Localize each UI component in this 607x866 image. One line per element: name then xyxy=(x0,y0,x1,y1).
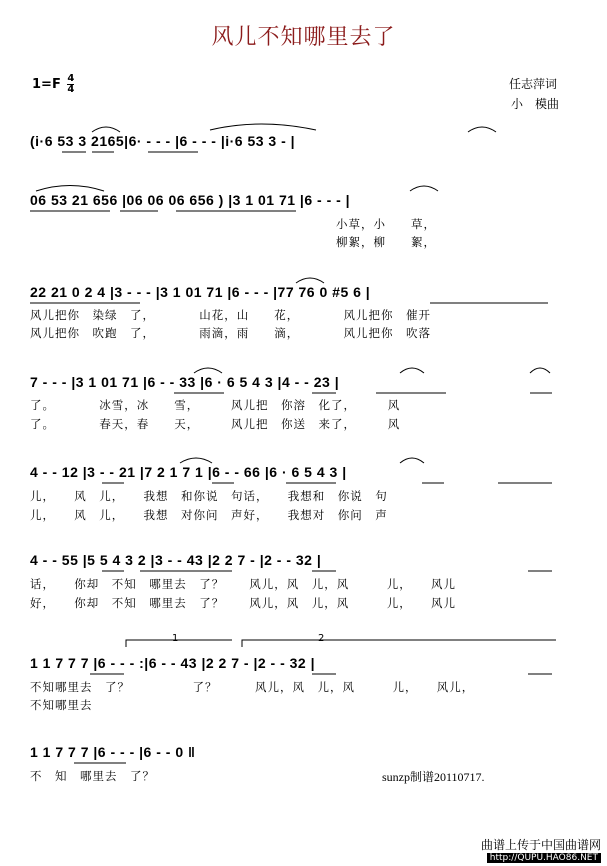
system-1-notes: (i·6 53 3 2165|6· - - - |6 - - - |i·6 53 3 - | xyxy=(30,133,296,149)
time-bottom: 4 xyxy=(67,84,75,95)
tie-mark xyxy=(410,186,438,191)
tie-mark xyxy=(180,458,212,463)
system-2-lyric-1: 小草，小 草， xyxy=(336,217,436,231)
time-top: 4 xyxy=(67,73,75,84)
system-6-notes: 4 - - 55 |5 5 4 3 2 |3 - - 43 |2 2 7 - |2 - - 32 | xyxy=(30,552,322,568)
composer-credit: 小 模曲 xyxy=(511,97,560,111)
tie-mark xyxy=(400,458,424,463)
system-7-notes: 1 1 7 7 7 |6 - - - :|6 - - 43 |2 2 7 - |2 - - 32 | xyxy=(30,655,316,671)
system-6-lyric-2: 好， 你却 不知 哪里去 了？ 风儿，风 儿，风 儿， 风儿 xyxy=(30,596,456,610)
transcriber-signature: sunzp制谱20110717. xyxy=(382,770,485,784)
tie-mark xyxy=(92,127,120,132)
system-3-lyric-1: 风儿把你 染绿 了， 山花，山 花， 风儿把你 催开 xyxy=(30,308,431,322)
tie-mark xyxy=(400,368,424,373)
key-label: 1=F xyxy=(32,77,61,92)
tie-mark xyxy=(296,278,324,283)
tie-mark xyxy=(194,368,222,373)
site-watermark: 曲谱上传于中国曲谱网 xyxy=(480,838,601,852)
page-title: 风儿不知哪里去了 xyxy=(211,25,396,50)
system-4-notes: 7 - - - |3 1 01 71 |6 - - 33 |6 · 6 5 4 3 |4 - - 23 | xyxy=(30,374,340,390)
system-8-lyric-1: 不 知 哪里去 了？ xyxy=(30,769,155,783)
system-2-lyric-2: 柳絮，柳 絮， xyxy=(336,235,436,249)
system-7-lyric-2: 不知哪里去 xyxy=(30,698,93,712)
tie-mark xyxy=(530,368,550,373)
system-7-lyric-1: 不知哪里去 了？ 了？ 风儿，风 儿，风 儿， 风儿， xyxy=(30,680,475,694)
system-3-lyric-2: 风儿把你 吹跑 了， 雨滴，雨 滴， 风儿把你 吹落 xyxy=(30,326,431,340)
volta-1-label: 1 xyxy=(172,633,179,644)
system-4-lyric-2: 了。 春天，春 天， 风儿把 你送 来了， 风 xyxy=(30,417,401,431)
system-5-lyric-1: 儿， 风 儿， 我想 和你说 句话， 我想和 你说 句 xyxy=(30,489,388,503)
system-6-lyric-1: 话， 你却 不知 哪里去 了？ 风儿，风 儿，风 儿， 风儿 xyxy=(30,577,456,591)
site-url-watermark: http://QUPU.HAO86.NET xyxy=(487,853,601,863)
system-5-lyric-2: 儿， 风 儿， 我想 对你问 声好， 我想对 你问 声 xyxy=(30,508,388,522)
tie-mark xyxy=(210,124,316,130)
system-4-lyric-1: 了。 冰雪，冰 雪， 风儿把 你溶 化了， 风 xyxy=(30,398,401,412)
system-8-notes: 1 1 7 7 7 |6 - - - |6 - - 0 ‖ xyxy=(30,744,196,760)
system-5-notes: 4 - - 12 |3 - - 21 |7 2 1 7 1 |6 - - 66 |6 · 6 5 4 3 | xyxy=(30,464,347,480)
system-3-notes: 22 21 0 2 4 |3 - - - |3 1 01 71 |6 - - - |77 76 0 #5 6 | xyxy=(30,284,371,300)
tie-mark xyxy=(468,127,496,132)
volta-bracket xyxy=(242,640,556,647)
system-2-notes: 06 53 21 656 |06 06 06 656 ) |3 1 01 71 |6 - - - | xyxy=(30,192,351,208)
volta-2-label: 2 xyxy=(318,633,325,644)
volta-bracket xyxy=(126,640,232,647)
tie-mark xyxy=(36,186,104,192)
lyricist-credit: 任志萍词 xyxy=(509,77,558,91)
